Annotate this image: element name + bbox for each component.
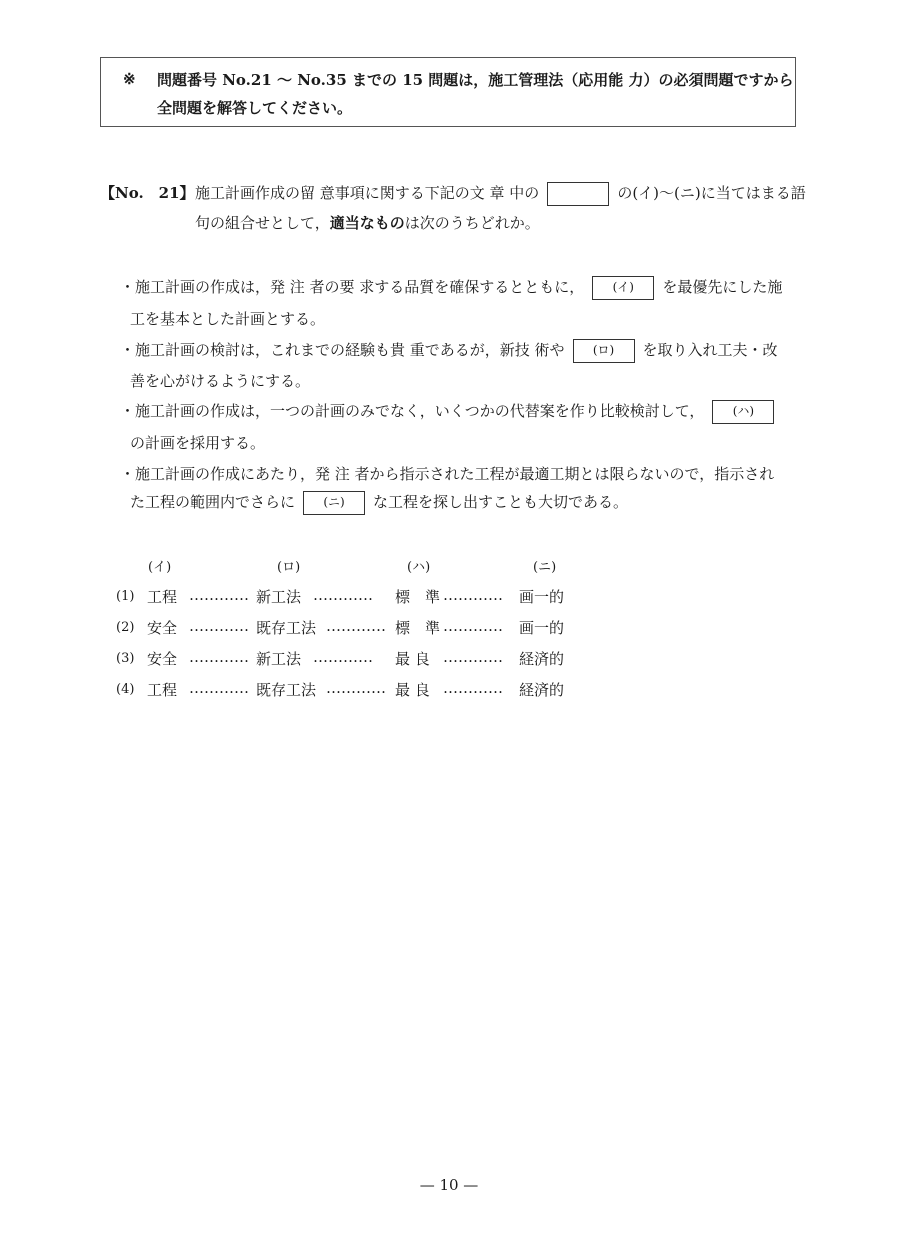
bullet-text: を最優先にした施 <box>662 278 783 296</box>
question-number: 【No. 21】 <box>100 184 195 202</box>
leader-dots: ………… <box>189 679 249 697</box>
leader-dots: ………… <box>313 586 373 604</box>
notice-line-1: 問題番号 No.21 〜 No.35 までの 15 問題は，施工管理法（応用能 力）の必須問題ですから <box>157 71 794 89</box>
option-i: 工程 <box>147 588 178 606</box>
leader-dots: ………… <box>326 617 386 635</box>
leader-dots: ………… <box>189 586 249 604</box>
option-number: (1) <box>116 589 135 604</box>
option-ro: 既存工法 <box>256 681 317 699</box>
option-ha: 最 良 <box>395 681 430 699</box>
blank-ni: (ニ) <box>303 491 365 515</box>
option-number: (4) <box>116 682 135 697</box>
question-stem-line-2 <box>195 212 540 233</box>
header-ni: (ニ) <box>533 560 557 575</box>
leader-dots: ………… <box>189 617 249 635</box>
option-2[interactable] <box>116 617 565 637</box>
header-ro: (ロ) <box>277 560 301 575</box>
option-ni: 経済的 <box>519 650 565 668</box>
option-ha: 標 準 <box>395 588 441 606</box>
bullet-4-line-1: ・施工計画の作成にあたり，発 注 者から指示された工程が最適工期とは限らないので，指示され <box>120 465 775 483</box>
bullet-3-line-1 <box>120 400 782 424</box>
leader-dots: ………… <box>443 648 503 666</box>
option-ni: 経済的 <box>519 681 565 699</box>
option-number: (2) <box>116 620 135 635</box>
bullet-text: た工程の範囲内でさらに <box>130 493 296 511</box>
leader-dots: ………… <box>313 648 373 666</box>
notice-line-2: 全問題を解答してください。 <box>157 99 353 117</box>
bullet-text: ・施工計画の検討は，これまでの経験も貴 重であるが，新技 術や <box>120 341 565 359</box>
bullet-text: ・施工計画の作成は，発 注 者の要 求する品質を確保するとともに， <box>120 278 585 296</box>
bullet-2-line-1 <box>120 339 778 363</box>
option-ha: 標 準 <box>395 619 441 637</box>
blank-i: (イ) <box>592 276 654 300</box>
bullet-text: を取り入れ工夫・改 <box>642 341 778 359</box>
option-3[interactable] <box>116 648 565 668</box>
bullet-3-line-2: の計画を採用する。 <box>130 434 266 452</box>
option-4[interactable] <box>116 679 565 699</box>
option-i: 安全 <box>147 650 178 668</box>
reference-mark: ※ <box>123 70 136 88</box>
option-ni: 画一的 <box>519 588 565 606</box>
option-number: (3) <box>116 651 135 666</box>
leader-dots: ………… <box>443 617 503 635</box>
option-ro: 新工法 <box>256 588 302 606</box>
bullet-text: ・施工計画の作成は，一つの計画のみでなく，いくつかの代替案を作り比較検討して， <box>120 402 705 420</box>
stem-blank-box <box>547 182 609 206</box>
leader-dots: ………… <box>443 679 503 697</box>
question-stem-line-1 <box>195 182 806 206</box>
header-ha: (ハ) <box>407 560 431 575</box>
stem-text-b: の(イ)〜(ニ)に当てはまる語 <box>617 184 806 202</box>
option-ha: 最 良 <box>395 650 430 668</box>
stem-line2-b: は次のうちどれか。 <box>404 214 540 232</box>
page-number: — 10 — <box>419 1176 479 1194</box>
option-i: 安全 <box>147 619 178 637</box>
notice-box <box>100 57 796 127</box>
stem-text-a: 施工計画作成の留 意事項に関する下記の文 章 中の <box>195 184 540 202</box>
bullet-4-line-2 <box>130 491 628 515</box>
stem-line2-a: 句の組合せとして， <box>195 214 330 232</box>
option-ro: 新工法 <box>256 650 302 668</box>
bullet-1-line-2: 工を基本とした計画とする。 <box>130 310 326 328</box>
bullet-text: な工程を探し出すことも大切である。 <box>373 493 629 511</box>
bullet-2-line-2: 善を心がけるようにする。 <box>130 372 311 390</box>
leader-dots: ………… <box>443 586 503 604</box>
option-1[interactable] <box>116 586 565 606</box>
blank-ro: (ロ) <box>573 339 635 363</box>
bullet-1-line-1 <box>120 276 782 300</box>
blank-ha: (ハ) <box>712 400 774 424</box>
leader-dots: ………… <box>189 648 249 666</box>
option-ni: 画一的 <box>519 619 565 637</box>
leader-dots: ………… <box>326 679 386 697</box>
stem-line2-bold: 適当なもの <box>329 214 405 232</box>
option-ro: 既存工法 <box>256 619 317 637</box>
header-i: (イ) <box>148 560 172 575</box>
option-i: 工程 <box>147 681 178 699</box>
